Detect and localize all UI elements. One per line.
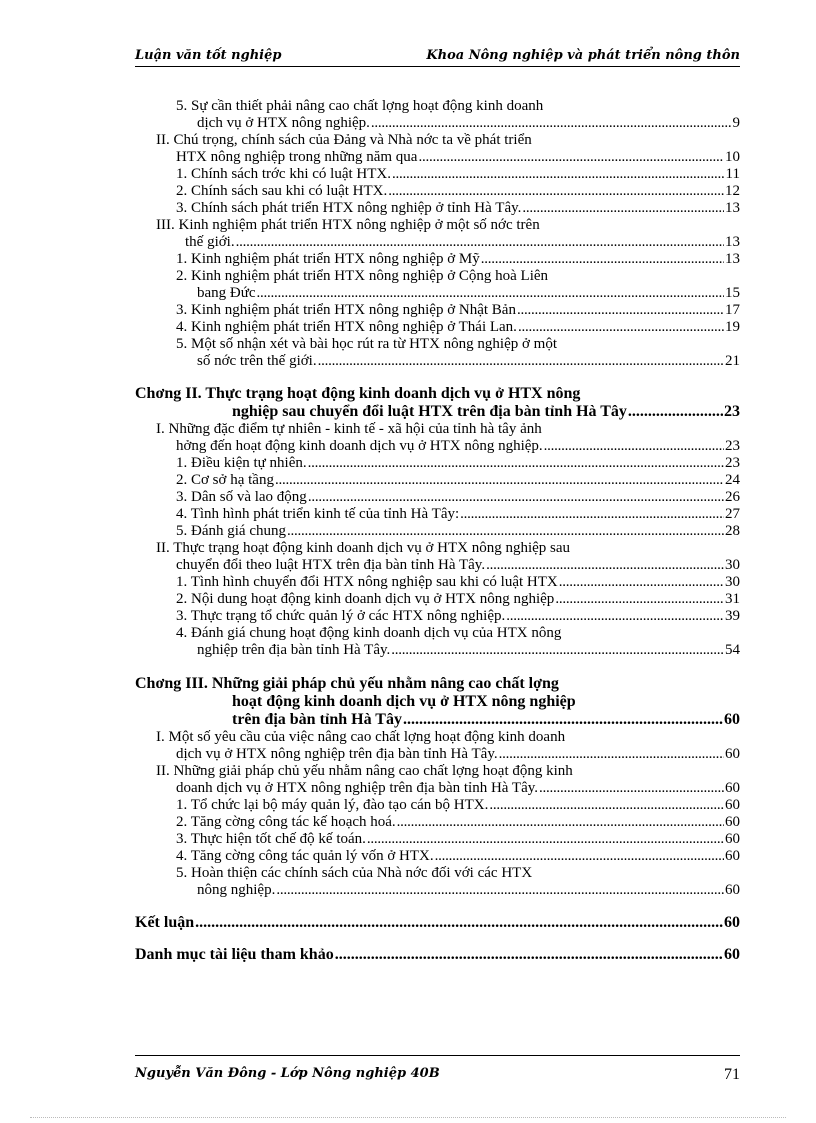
toc-entry: 2. Chính sách sau khi có luật HTX. . . . 12 <box>176 183 740 200</box>
toc-entry: 1. Điều kiện tự nhiên. . . . 23 <box>176 455 740 472</box>
footer-author: Nguyễn Văn Đông - Lớp Nông nghiệp 40B <box>135 1066 440 1081</box>
toc-entry: HTX nông nghiệp trong những năm qua . . . 10 <box>176 149 740 166</box>
page-footer <box>135 1055 740 1086</box>
toc-entry: 2. Kinh nghiệm phát triển HTX nông nghiệp ở Cộng hoà Liên <box>176 268 549 284</box>
toc-entry: chuyển đổi theo luật HTX trên địa bàn tỉnh Hà Tây. . . . 30 <box>176 557 740 574</box>
chapter-heading: hoạt động kinh doanh dịch vụ ở HTX nông nghiệp <box>232 693 576 710</box>
toc-entry: I. Một số yêu cầu của việc nâng cao chất lợng hoạt động kinh doanh <box>156 729 566 745</box>
toc-entry: 1. Kinh nghiệm phát triển HTX nông nghiệp ở Mỹ . . . 13 <box>176 251 740 268</box>
toc-entry: 2. Nội dung hoạt động kinh doanh dịch vụ ở HTX nông nghiệp . . . 31 <box>176 591 740 608</box>
header-faculty-label: Khoa Nông nghiệp và phát triển nông thôn <box>426 48 740 63</box>
toc-entry: 5. Đánh giá chung . . . 28 <box>176 523 740 540</box>
toc-entry: 1. Tổ chức lại bộ máy quản lý, đào tạo cán bộ HTX. . . . 60 <box>176 797 740 814</box>
toc-entry: II. Những giải pháp chủ yếu nhằm nâng cao chất lợng hoạt động kinh <box>156 763 573 779</box>
toc-entry: 1. Chính sách trớc khi có luật HTX. . . . 11 <box>176 166 740 183</box>
header-thesis-label: Luận văn tốt nghiệp <box>135 48 282 63</box>
toc-entry: nghiệp trên địa bàn tỉnh Hà Tây. . . . 54 <box>197 642 740 659</box>
toc-entry: II. Thực trạng hoạt động kinh doanh dịch vụ ở HTX nông nghiệp sau <box>156 540 571 556</box>
toc-entry: 3. Dân số và lao động . . . 26 <box>176 489 740 506</box>
toc-entry: dịch vụ ở HTX nông nghiệp trên địa bàn tỉnh Hà Tây. . . . 60 <box>176 746 740 763</box>
toc-entry: 2. Cơ sở hạ tầng . . . 24 <box>176 472 740 489</box>
toc-entry: II. Chú trọng, chính sách của Đảng và Nhà nớc ta về phát triển <box>156 132 532 148</box>
toc-entry: hởng đến hoạt động kinh doanh dịch vụ ở HTX nông nghiệp. . . . 23 <box>176 438 740 455</box>
toc-entry: III. Kinh nghiệm phát triển HTX nông nghiệp ở một số nớc trên <box>156 217 540 233</box>
toc-entry: 3. Chính sách phát triển HTX nông nghiệp ở tỉnh Hà Tây. . . . 13 <box>176 200 740 217</box>
chapter-heading: nghiệp sau chuyển đổi luật HTX trên địa bàn tỉnh Hà Tây . . . 23 <box>232 403 740 420</box>
toc-entry: 5. Sự cần thiết phải nâng cao chất lợng hoạt động kinh doanh <box>176 98 544 114</box>
toc-entry: 5. Một số nhận xét và bài học rút ra từ HTX nông nghiệp ở một <box>176 336 557 352</box>
toc-entry: 3. Kinh nghiệm phát triển HTX nông nghiệp ở Nhật Bản . . . 17 <box>176 302 740 319</box>
toc-entry: 4. Kinh nghiệm phát triển HTX nông nghiệp ở Thái Lan. . . . 19 <box>176 319 740 336</box>
toc-entry: 2. Tăng cờng công tác kế hoạch hoá. . . . 60 <box>176 814 740 831</box>
toc-entry: 1. Tình hình chuyển đổi HTX nông nghiệp sau khi có luật HTX . . . 30 <box>176 574 740 591</box>
toc-entry: 3. Thực hiện tốt chế độ kế toán. . . . 60 <box>176 831 740 848</box>
page-bottom-divider <box>30 1117 786 1118</box>
toc-entry: 4. Đánh giá chung hoạt động kinh doanh dịch vụ của HTX nông <box>176 625 562 641</box>
chapter-heading: Chơng II. Thực trạng hoạt động kinh doanh dịch vụ ở HTX nông <box>135 385 581 402</box>
toc-entry: 4. Tình hình phát triển kinh tế của tỉnh Hà Tây: . . . 27 <box>176 506 740 523</box>
toc-entry: số nớc trên thế giới. . . . 21 <box>197 353 740 370</box>
toc-entry: nông nghiệp. . . . 60 <box>197 882 740 899</box>
chapter-heading: Danh mục tài liệu tham khảo . . . 60 <box>135 946 740 963</box>
toc-entry: thế giới. . . . 13 <box>185 234 740 251</box>
toc-entry: 4. Tăng cờng công tác quản lý vốn ở HTX. . . . 60 <box>176 848 740 865</box>
toc-entry: doanh dịch vụ ở HTX nông nghiệp trên địa bàn tỉnh Hà Tây. . . . 60 <box>176 780 740 797</box>
toc-entry: 3. Thực trạng tổ chức quản lý ở các HTX nông nghiệp. . . . 39 <box>176 608 740 625</box>
toc-entry: bang Đức . . . 15 <box>197 285 740 302</box>
chapter-heading: Chơng III. Những giải pháp chủ yếu nhằm nâng cao chất lợng <box>135 675 559 692</box>
toc-entry: dịch vụ ở HTX nông nghiệp. . . . 9 <box>197 115 740 132</box>
toc-entry: 5. Hoàn thiện các chính sách của Nhà nớc đối với các HTX <box>176 865 533 881</box>
toc-entry: I. Những đặc điểm tự nhiên - kinh tế - xã hội của tỉnh hà tây ảnh <box>156 421 542 437</box>
chapter-heading: Kết luận . . . 60 <box>135 914 740 931</box>
page-number: 71 <box>724 1066 740 1083</box>
chapter-heading: trên địa bàn tỉnh Hà Tây . . . 60 <box>232 711 740 728</box>
